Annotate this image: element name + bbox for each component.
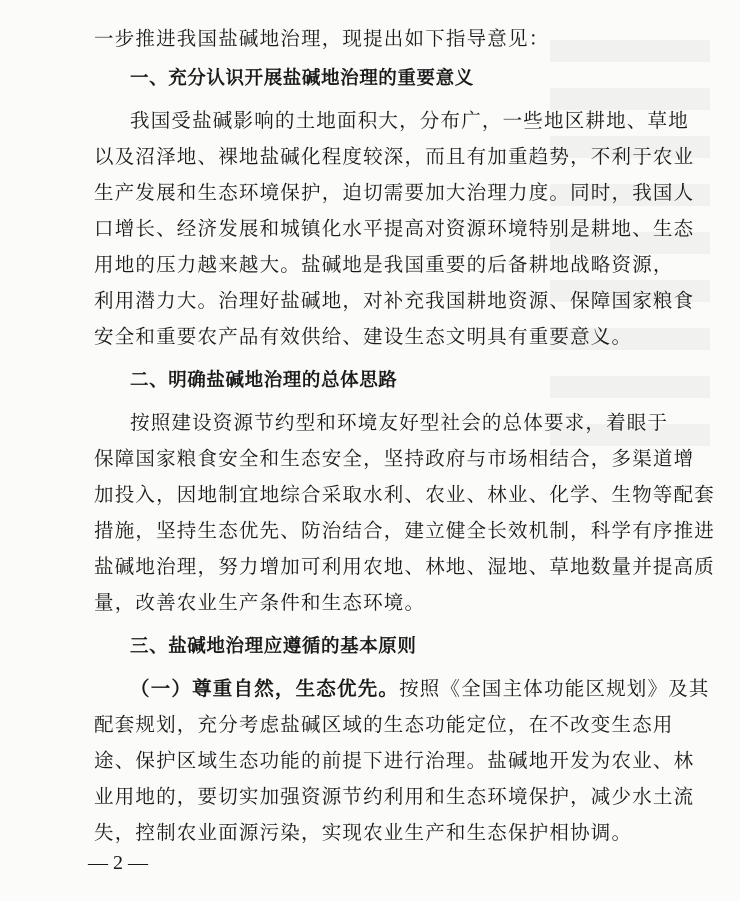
section2-line: 保障国家粮食安全和生态安全，坚持政府与市场相结合，多渠道增 <box>94 447 695 470</box>
section2-line: 盐碱地治理，努力增加可利用农地、林地、湿地、草地数量并提高质 <box>94 555 716 578</box>
section1-line: 安全和重要农产品有效供给、建设生态文明具有重要意义。 <box>94 325 633 348</box>
intro-line: 一步推进我国盐碱地治理，现提出如下指导意见： <box>94 27 550 50</box>
section2-line: 量，改善农业生产条件和生态环境。 <box>94 591 426 614</box>
section1-line: 以及沼泽地、裸地盐碱化程度较深，而且有加重趋势，不利于农业 <box>94 145 695 168</box>
section2-line: 按照建设资源节约型和环境友好型社会的总体要求，着眼于 <box>130 411 669 434</box>
section2-heading: 二、明确盐碱地治理的总体思路 <box>130 370 398 391</box>
section2-line: 措施，坚持生态优先、防治结合，建立健全长效机制，科学有序推进 <box>94 519 716 542</box>
section1-line: 利用潜力大。治理好盐碱地，对补充我国耕地资源、保障国家粮食 <box>94 289 695 312</box>
section3-line: 途、保护区域生态功能的前提下进行治理。盐碱地开发为农业、林 <box>94 749 695 772</box>
section3-heading: 三、盐碱地治理应遵循的基本原则 <box>130 636 417 657</box>
section2-line: 加投入，因地制宜地综合采取水利、农业、林业、化学、生物等配套 <box>94 483 716 506</box>
section1-line: 我国受盐碱影响的土地面积大，分布广，一些地区耕地、草地 <box>130 109 689 132</box>
section3-line: 业用地的，要切实加强资源节约利用和生态环境保护，减少水土流 <box>94 785 695 808</box>
section1-line: 口增长、经济发展和城镇化水平提高对资源环境特别是耕地、生态 <box>94 217 695 240</box>
section3-line: 配套规划，充分考虑盐碱区域的生态功能定位，在不改变生态用 <box>94 713 674 736</box>
section1-line: 用地的压力越来越大。盐碱地是我国重要的后备耕地战略资源， <box>94 253 674 276</box>
section1-line: 生产发展和生态环境保护，迫切需要加大治理力度。同时，我国人 <box>94 181 695 204</box>
page-number: — 2 — <box>88 852 148 874</box>
section3-subheading: （一）尊重自然，生态优先。 <box>130 677 400 700</box>
section3-first-line-rest: 按照《全国主体功能区规划》及其 <box>399 677 710 700</box>
section1-heading: 一、充分认识开展盐碱地治理的重要意义 <box>130 68 474 89</box>
section3-first-line <box>130 672 710 706</box>
section3-line: 失，控制农业面源污染，实现农业生产和生态保护相协调。 <box>94 821 633 844</box>
